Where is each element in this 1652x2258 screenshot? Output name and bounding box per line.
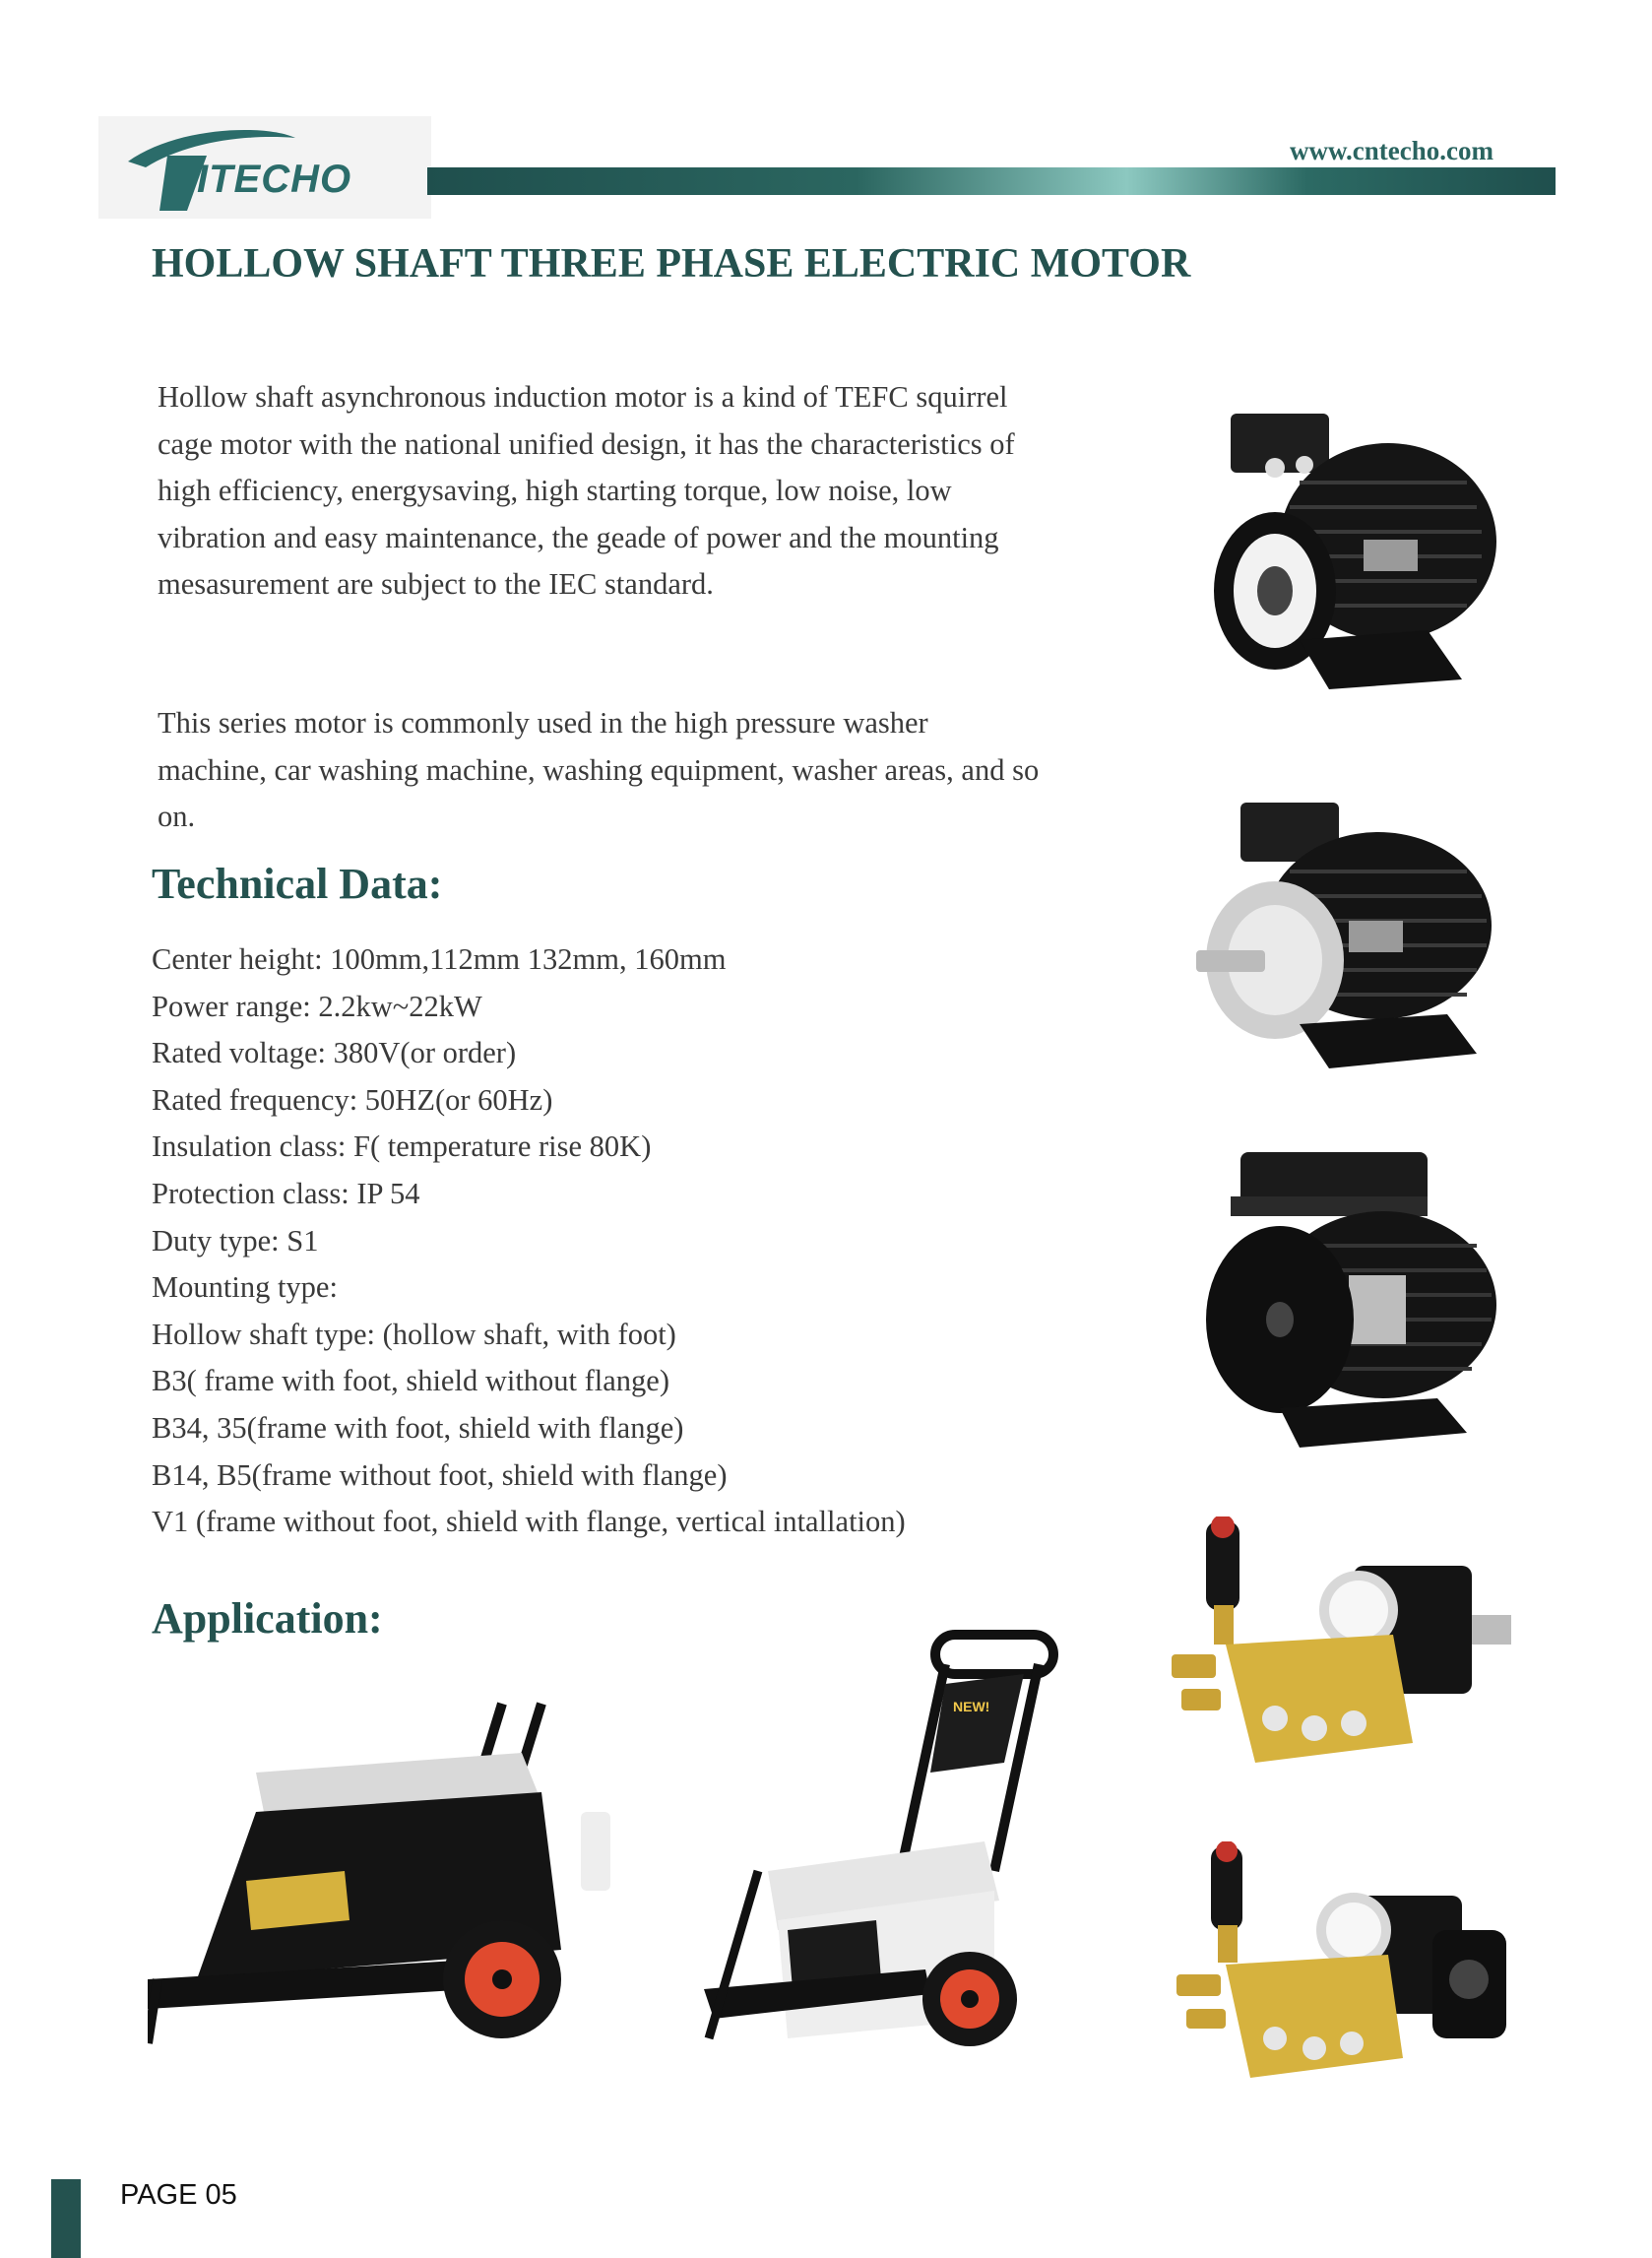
page-number: PAGE 05: [120, 2179, 237, 2211]
company-logo: [98, 116, 431, 219]
spec-item: Rated voltage: 380V(or order): [152, 1036, 517, 1070]
washer-new-label: NEW!: [953, 1699, 990, 1714]
technical-data-heading: Technical Data:: [152, 860, 443, 908]
spec-item: B34, 35(frame with foot, shield with flange): [152, 1410, 684, 1445]
page-title: HOLLOW SHAFT THREE PHASE ELECTRIC MOTOR: [152, 241, 1191, 287]
spec-item: Hollow shaft type: (hollow shaft, with foot): [152, 1317, 676, 1351]
spec-item: B3( frame with foot, shield without flange): [152, 1364, 670, 1398]
pressure-washer-trolley-image: [699, 1625, 1093, 2058]
motor-with-shaft-image: [1181, 793, 1516, 1088]
pump-with-flange-image: [1167, 1841, 1511, 2088]
spec-item: Mounting type:: [152, 1270, 338, 1305]
header-divider-bar: [427, 167, 1556, 195]
pump-with-shaft-image: [1167, 1516, 1511, 1782]
application-heading: Application:: [152, 1594, 383, 1643]
logo-wordmark: ITECHO: [197, 158, 352, 201]
motor-hollow-shaft-image: [1181, 394, 1516, 709]
footer-accent-bar: [51, 2179, 81, 2258]
spec-item: Duty type: S1: [152, 1223, 319, 1258]
intro-paragraph-1: Hollow shaft asynchronous induction motor is a kind of TEFC squirrel cage motor with the national unified design, it has the characteristics of high efficiency, energysaving, high starting torque, low noise, low vibration and easy maintenance, the geade of power and the mounting mesasurement are subject to the IEC standard.: [158, 380, 1015, 601]
pressure-washer-large-image: [148, 1694, 620, 2048]
spec-item: V1 (frame without foot, shield with flange, vertical intallation): [152, 1505, 906, 1539]
spec-item: Insulation class: F( temperature rise 80K): [152, 1129, 652, 1164]
website-link[interactable]: www.cntecho.com: [1290, 136, 1493, 165]
technical-data-list: [152, 936, 906, 1546]
motor-b14-flange-image: [1181, 1147, 1516, 1452]
spec-item: Center height: 100mm,112mm 132mm, 160mm: [152, 942, 727, 976]
spec-item: Rated frequency: 50HZ(or 60Hz): [152, 1082, 553, 1117]
spec-item: Protection class: IP 54: [152, 1176, 420, 1210]
spec-item: Power range: 2.2kw~22kW: [152, 989, 482, 1023]
spec-item: B14, B5(frame without foot, shield with flange): [152, 1457, 728, 1492]
intro-paragraph-2: This series motor is commonly used in the high pressure washer machine, car washing machine, washing equipment, washer areas, and so on.: [158, 706, 1040, 833]
